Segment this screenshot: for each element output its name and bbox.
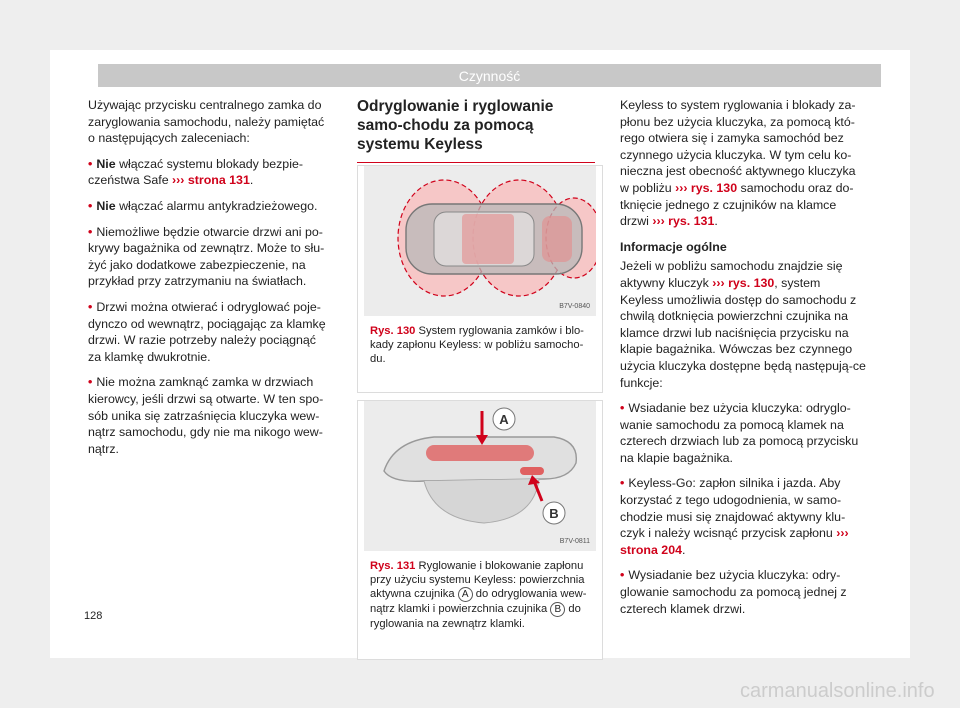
list-item: • Drzwi można otwierać i odryglować poje-dynczo od wewnątrz, pociągając za klamkę drzwi. W razie potrzeby należy pociągnąć za klamkę dwukrotnie. bbox=[88, 299, 326, 364]
callout-a: A bbox=[499, 412, 509, 427]
figure-code: B7V-0840 bbox=[559, 303, 590, 310]
figure-code: B7V-0811 bbox=[559, 538, 590, 545]
keyless-intro-paragraph: Keyless to system ryglowania i blokady za-płonu bez użycia kluczyka, za pomocą któ-rego otwiera się i zamyka samochód bez czynnego użycia kluczyka. W tym celu ko-nieczna jest obecność aktywnego kluczyka w pobliżu ››› rys. 130 samochodu oraz do-tknięcie jednego z czujników na klamce drzwi ››› rys. 131. bbox=[620, 98, 856, 229]
left-column bbox=[88, 97, 332, 466]
bullet-icon: • bbox=[620, 476, 625, 491]
general-info-paragraph: Jeżeli w pobliżu samochodu znajdzie się aktywny kluczyk ››› rys. 130, system Keyless umożliwia dostęp do samochodu z chwilą dotknięcia powierzchni czujnika na klamce drzwi lub naciśnięcia przycisku na klapie bagażnika. Wówczas bez czynnego użycia kluczyka dostępne będą następują-ce funkcje: bbox=[620, 259, 866, 390]
watermark: carmanualsonline.info bbox=[740, 680, 935, 702]
list-item: • Wysiadanie bez użycia kluczyka: odry-glowanie samochodu za pomocą jednej z czterech klamek drzwi. bbox=[620, 568, 847, 616]
figure-reference-link[interactable]: ››› rys. 131 bbox=[652, 214, 715, 229]
page-number: 128 bbox=[84, 610, 103, 622]
list-item: • Wsiadanie bez użycia kluczyka: odryglo-wanie samochodu za pomocą klamek na czterech drzwiach lub za pomocą przycisku na klapie bagażnika. bbox=[620, 401, 859, 465]
marker-a: A bbox=[458, 587, 473, 602]
list-item: • Niemożliwe będzie otwarcie drzwi ani po-krywy bagażnika od zewnątrz. Może to słu-żyć jako dodatkowe zabezpieczenie, na przykład przy zatrzymaniu na światłach. bbox=[88, 224, 325, 289]
figure-caption: Rys. 131 Ryglowanie i blokowanie zapłonu przy użyciu systemu Keyless: powierzchnia aktywna czujnika A do odryglowania wew-nątrz klamki i powierzchnia czujnika B do ryglowania na zewnątrz klamki. bbox=[370, 560, 587, 631]
figure-130 bbox=[357, 165, 603, 393]
keyless-section-title: Odryglowanie i ryglowanie samo-chodu za pomocą systemu Keyless bbox=[357, 97, 595, 163]
marker-b: B bbox=[550, 602, 565, 617]
bullet-icon: • bbox=[88, 299, 93, 314]
list-item: • Nie włączać systemu blokady bezpie-czeństwa Safe ››› strona 131. bbox=[88, 156, 303, 188]
list-item: • Keyless-Go: zapłon silnika i jazda. Aby korzystać z tego udogodnienia, w samo-chodzie musi się znajdować aktywny klu-czyk i należy wcisnąć przycisk zapłonu ››› strona 204. bbox=[620, 476, 849, 557]
door-handle-illustration bbox=[364, 401, 596, 551]
bullet-icon: • bbox=[88, 224, 93, 239]
right-column bbox=[620, 97, 866, 626]
page-reference-link[interactable]: ››› strona 131 bbox=[172, 173, 250, 188]
manual-page bbox=[50, 50, 910, 658]
figure-reference-link[interactable]: ››› rys. 130 bbox=[712, 275, 775, 290]
section-title: Czynność bbox=[458, 68, 521, 84]
figure-reference-link[interactable]: ››› rys. 130 bbox=[675, 180, 738, 195]
page-reference-link[interactable]: ››› strona 204 bbox=[620, 526, 849, 557]
list-item: • Nie można zamknąć zamka w drzwiach kierowcy, jeśli drzwi są otwarte. W ten spo-sób unika się zatrzaśnięcia kluczyka wew-nątrz samochodu, gdy nie ma nikogo wew-nątrz. bbox=[88, 375, 324, 456]
figure-caption: Rys. 130 System ryglowania zamków i blo-kady zapłonu Keyless: w pobliżu samocho-du. bbox=[370, 325, 584, 366]
bullet-icon: • bbox=[620, 401, 625, 416]
figure-131 bbox=[357, 400, 603, 660]
bullet-icon: • bbox=[88, 198, 93, 213]
bullet-icon: • bbox=[88, 156, 93, 171]
car-top-view-icon bbox=[364, 166, 596, 316]
door-handle-icon bbox=[364, 401, 596, 551]
list-item: • Nie włączać alarmu antykradzieżowego. bbox=[88, 198, 318, 213]
callout-b: B bbox=[549, 506, 559, 521]
bullet-icon: • bbox=[620, 568, 625, 583]
intro-paragraph: Używając przycisku centralnego zamka do zaryglowania samochodu, należy pamiętać o następujących zaleceniach: bbox=[88, 98, 325, 146]
middle-column bbox=[357, 97, 601, 163]
section-header-bar bbox=[98, 64, 881, 87]
bullet-icon: • bbox=[88, 375, 93, 390]
car-range-illustration bbox=[364, 166, 596, 316]
subheading: Informacje ogólne bbox=[620, 239, 727, 254]
